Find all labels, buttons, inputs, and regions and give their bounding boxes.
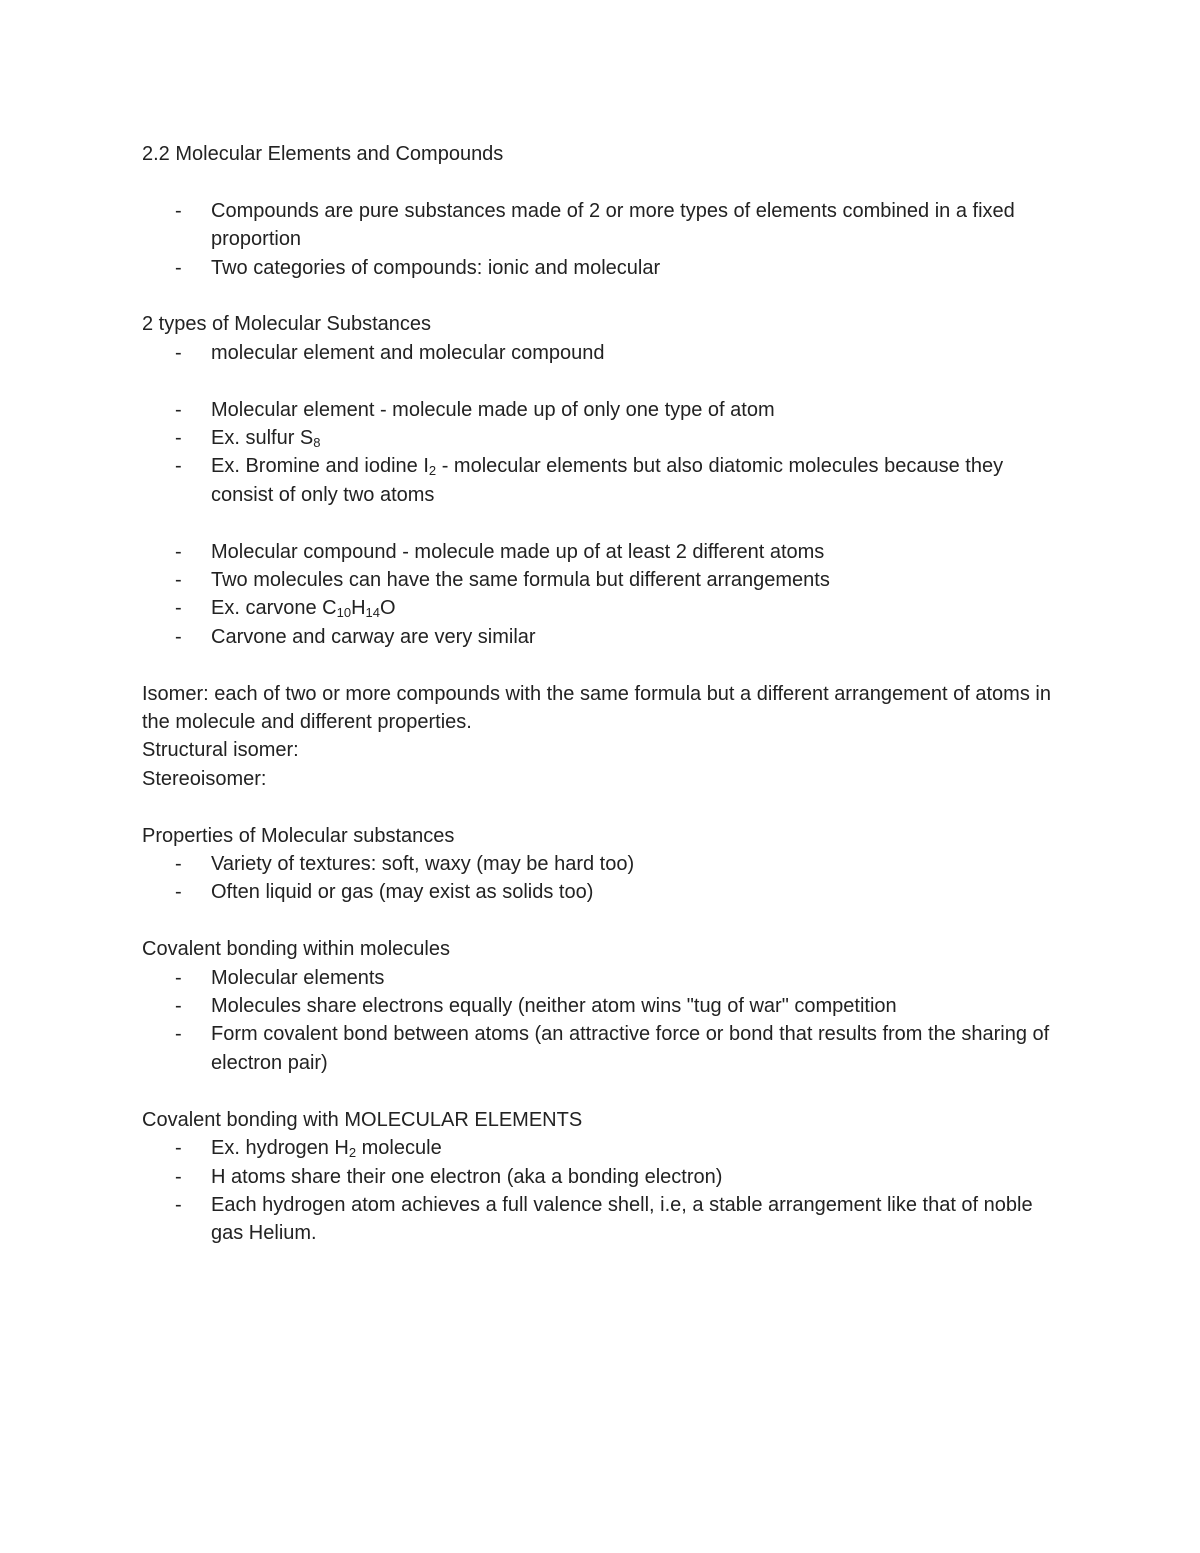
dash-bullet: - bbox=[175, 881, 182, 904]
list-item: - Two categories of compounds: ionic and molecular bbox=[142, 254, 1052, 282]
section-heading-covalent: Covalent bonding within molecules bbox=[142, 938, 450, 961]
dash-bullet: - bbox=[175, 625, 182, 648]
list-item: - Ex. hydrogen $H_2$ molecule bbox=[142, 1134, 1052, 1162]
properties-list bbox=[142, 850, 1052, 907]
document-title: 2.2 Molecular Elements and Compounds bbox=[142, 143, 504, 165]
dash-bullet: - bbox=[175, 455, 182, 478]
list-item: - Molecular element - molecule made up of only one type of atom bbox=[142, 396, 1052, 424]
section-heading-covalent-elements: Covalent bonding with MOLECULAR ELEMENTS bbox=[142, 1108, 583, 1131]
element-list bbox=[142, 396, 1052, 510]
list-item: - Molecules share electrons equally (neither atom wins "tug of war" competition bbox=[142, 992, 1052, 1020]
subscript: 14 bbox=[365, 605, 380, 621]
list-item: - molecular element and molecular compound bbox=[142, 339, 1052, 367]
list-item: - Ex. carvone $C_{10}H_{14}O$ bbox=[142, 594, 1052, 622]
list-item: - Each hydrogen atom achieves a full valence shell, i.e, a stable arrangement like that of noble gas Helium. bbox=[142, 1191, 1052, 1248]
dash-bullet: - bbox=[175, 569, 182, 592]
section-heading-properties: Properties of Molecular substances bbox=[142, 824, 455, 847]
dash-bullet: - bbox=[175, 853, 182, 876]
document-page bbox=[142, 140, 1052, 1248]
dash-bullet: - bbox=[175, 398, 182, 421]
list-item: - Often liquid or gas (may exist as solids too) bbox=[142, 878, 1052, 906]
spacer bbox=[142, 651, 1052, 679]
dash-bullet: - bbox=[175, 966, 182, 989]
spacer bbox=[142, 367, 1052, 395]
dash-bullet: - bbox=[175, 1165, 182, 1188]
structural-isomer-label: Structural isomer: bbox=[142, 739, 299, 762]
list-item: - Form covalent bond between atoms (an attractive force or bond that results from the sharing of electron pair) bbox=[142, 1020, 1052, 1077]
covalent-list bbox=[142, 964, 1052, 1078]
subscript: 2 bbox=[348, 1145, 357, 1161]
dash-bullet: - bbox=[175, 427, 182, 450]
subscript: 2 bbox=[428, 463, 437, 479]
list-item: - Variety of textures: soft, waxy (may be hard too) bbox=[142, 850, 1052, 878]
dash-bullet: - bbox=[175, 256, 182, 279]
dash-bullet: - bbox=[175, 341, 182, 364]
dash-bullet: - bbox=[175, 199, 182, 222]
dash-bullet: - bbox=[175, 597, 182, 620]
dash-bullet: - bbox=[175, 1193, 182, 1216]
list-item: - Ex. sulfur $S_8$ bbox=[142, 424, 1052, 452]
intro-list bbox=[142, 197, 1052, 282]
spacer bbox=[142, 282, 1052, 310]
subscript: 10 bbox=[336, 605, 352, 621]
subscript: 8 bbox=[313, 435, 321, 451]
list-item: - Two molecules can have the same formula but different arrangements bbox=[142, 566, 1052, 594]
spacer bbox=[142, 793, 1052, 821]
list-item: - Ex. Bromine and iodine $I_2$ - molecular elements but also diatomic molecules because they consist of only two atoms bbox=[142, 452, 1052, 509]
list-item: - Carvone and carway are very similar bbox=[142, 623, 1052, 651]
dash-bullet: - bbox=[175, 1023, 182, 1046]
section-heading-types: 2 types of Molecular Substances bbox=[142, 313, 432, 336]
compound-list bbox=[142, 538, 1052, 652]
spacer bbox=[142, 1077, 1052, 1105]
list-item: - H atoms share their one electron (aka a bonding electron) bbox=[142, 1163, 1052, 1191]
stereoisomer-label: Stereoisomer: bbox=[142, 767, 267, 790]
isomer-definition: Isomer: each of two or more compounds with the same formula but a different arrangement of atoms in the molecule and different properties. bbox=[142, 682, 1051, 734]
spacer bbox=[142, 509, 1052, 537]
list-item: - Compounds are pure substances made of 2 or more types of elements combined in a fixed proportion bbox=[142, 197, 1052, 254]
spacer bbox=[142, 907, 1052, 935]
dash-bullet: - bbox=[175, 995, 182, 1018]
dash-bullet: - bbox=[175, 540, 182, 563]
list-item: - Molecular compound - molecule made up of at least 2 different atoms bbox=[142, 538, 1052, 566]
types-list bbox=[142, 339, 1052, 367]
covalent-elements-list bbox=[142, 1134, 1052, 1248]
spacer bbox=[142, 168, 1052, 196]
list-item: - Molecular elements bbox=[142, 964, 1052, 992]
dash-bullet: - bbox=[175, 1137, 182, 1160]
